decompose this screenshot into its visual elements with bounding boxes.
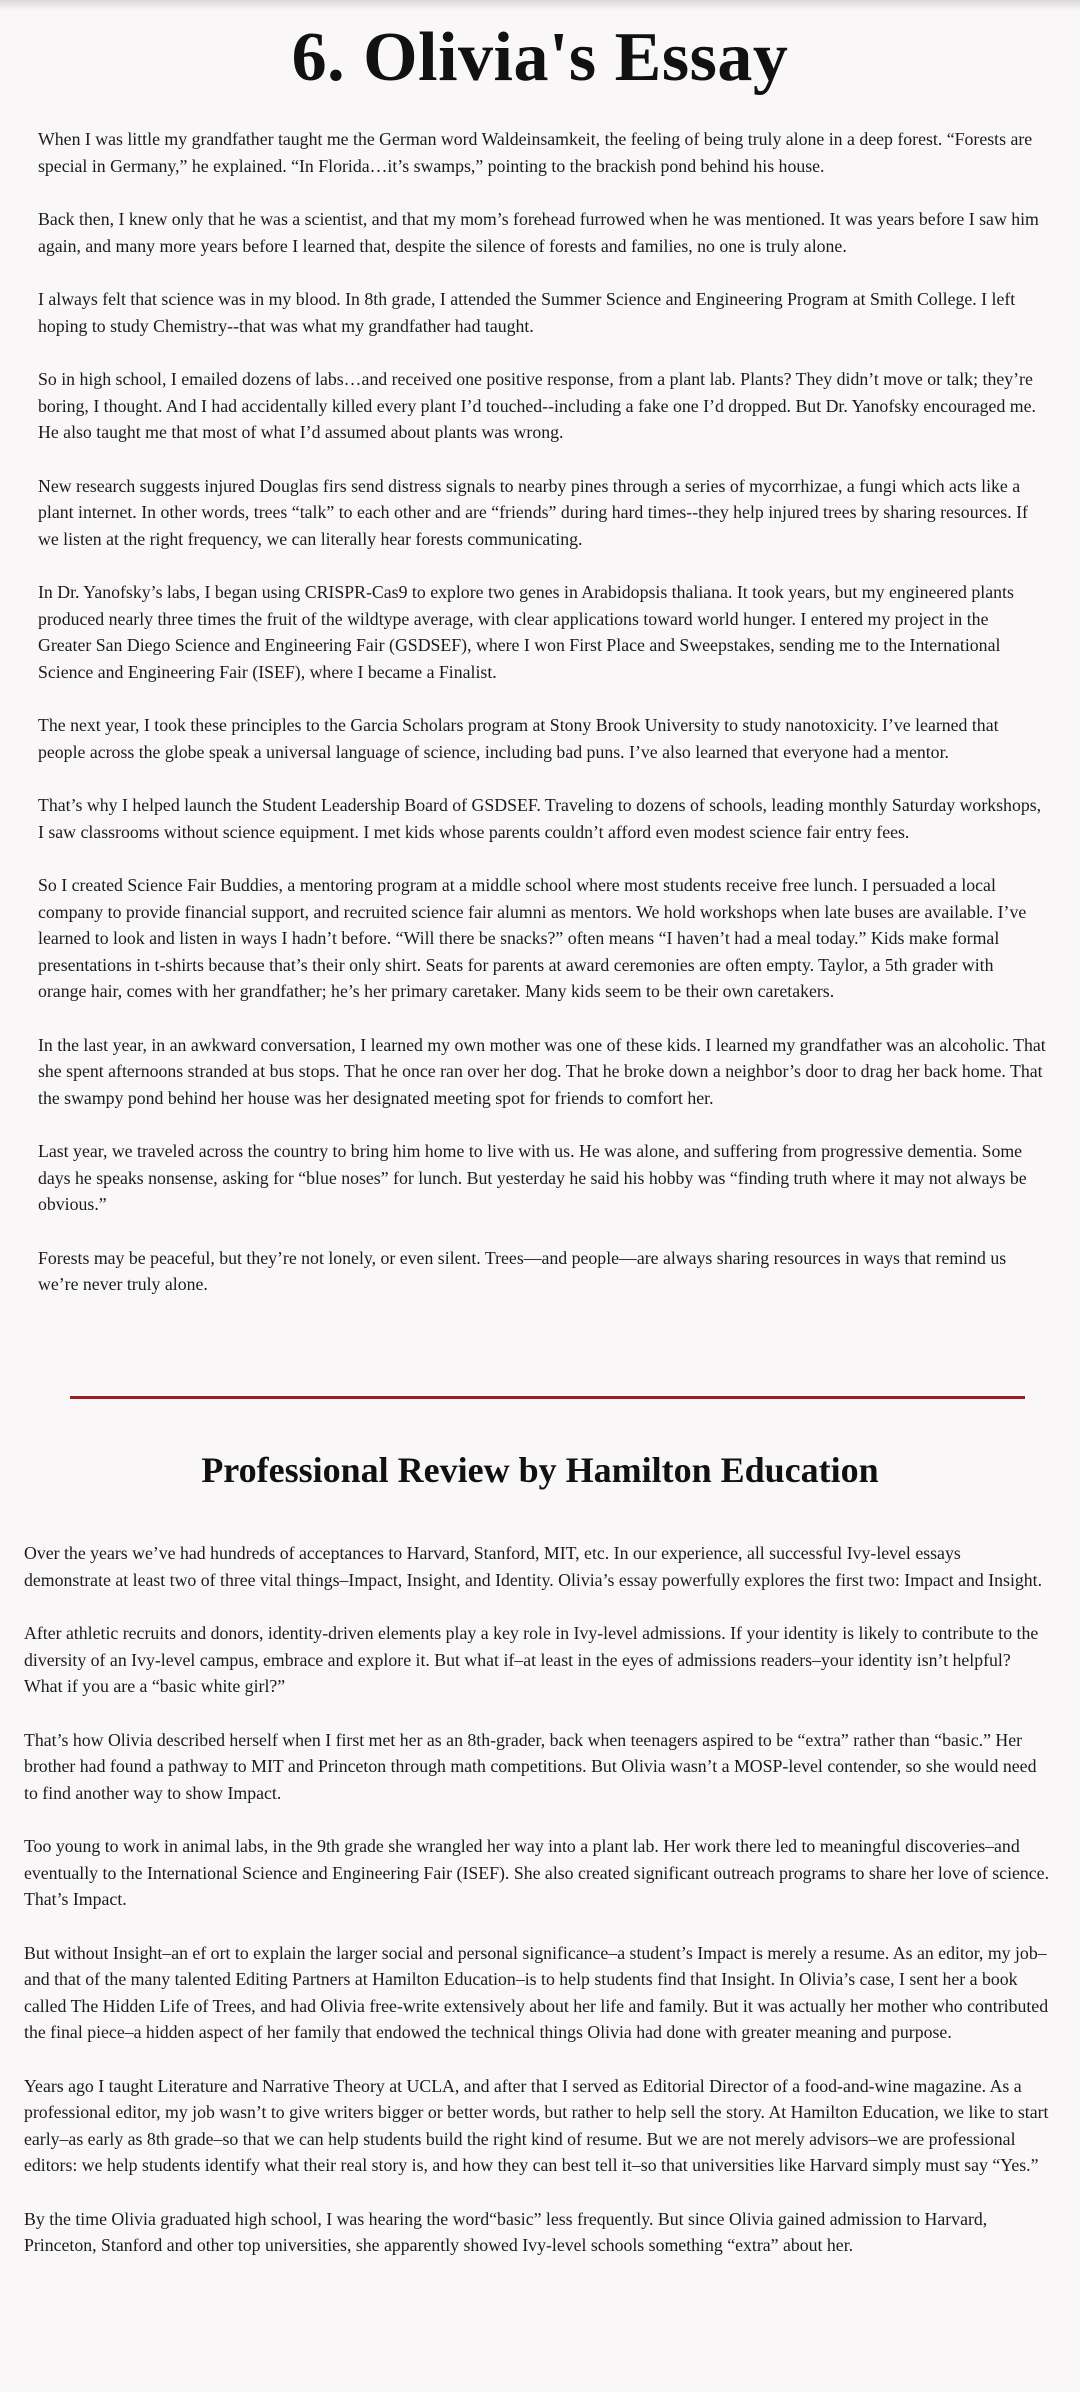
essay-paragraph: So in high school, I emailed dozens of labs…and received one positive response, from a plant lab. Plants? They didn’t move or talk; they’re boring, I thought. And I had accidentally killed every plant I’d touched--including a fake one I’d dropped. But Dr. Yanofsky encouraged me. He also taught me that most of what I’d assumed about plants was wrong. <box>38 369 1036 442</box>
essay-paragraph: In Dr. Yanofsky’s labs, I began using CRISPR-Cas9 to explore two genes in Arabidopsis thaliana. It took years, but my engineered plants produced nearly three times the fruit of the wildtype average, with clear applications toward world hunger. I entered my project in the Greater San Diego Science and Engineering Fair (GSDSEF), where I won First Place and Sweepstakes, sending me to the International Science and Engineering Fair (ISEF), where I became a Finalist. <box>38 582 1014 682</box>
review-paragraph: Too young to work in animal labs, in the 9th grade she wrangled her way into a plant lab. Her work there led to meaningful discoveries–and eventually to the International Science and Engineering Fair (ISEF). She also created significant outreach programs to share her love of science. That’s Impact. <box>24 1836 1050 1909</box>
essay-paragraph: Forests may be peaceful, but they’re not lonely, or even silent. Trees—and people—are always sharing resources in ways that remind us we’re never truly alone. <box>38 1247 1007 1294</box>
essay-body <box>38 126 1046 1325</box>
review-body <box>24 1540 1052 2286</box>
essay-paragraph: The next year, I took these principles to the Garcia Scholars program at Stony Brook University to study nanotoxicity. I’ve learned that people across the globe speak a universal language of science, including bad puns. I’ve also learned that everyone had a mentor. <box>38 715 999 762</box>
review-paragraph: After athletic recruits and donors, identity-driven elements play a key role in Ivy-level admissions. If your identity is likely to contribute to the diversity of an Ivy-level campus, embrace and explore it. But what if–at least in the eyes of admissions readers–your identity isn’t helpful? What if you are a “basic white girl?” <box>24 1623 1039 1696</box>
essay-paragraph: I always felt that science was in my blood. In 8th grade, I attended the Summer Science and Engineering Program at Smith College. I left hoping to study Chemistry--that was what my grandfather had taught. <box>38 289 1016 336</box>
top-shadow <box>0 0 1080 10</box>
essay-paragraph: When I was little my grandfather taught me the German word Waldeinsamkeit, the feeling of being truly alone in a deep forest. “Forests are special in Germany,” he explained. “In Florida…it’s swamps,” pointing to the brackish pond behind his house. <box>38 129 1033 176</box>
essay-paragraph: New research suggests injured Douglas firs send distress signals to nearby pines through a series of mycorrhizae, a fungi which acts like a plant internet. In other words, trees “talk” to each other and are “friends” during hard times--they help injured trees by sharing resources. If we listen at the right frequency, we can literally hear forests communicating. <box>38 475 1028 549</box>
essay-title: 6. Olivia's Essay <box>291 19 789 96</box>
review-paragraph: That’s how Olivia described herself when I first met her as an 8th-grader, back when teenagers aspired to be “extra” rather than “basic.” Her brother had found a pathway to MIT and Princeton through math competitions. But Olivia wasn’t a MOSP-level contender, so she would need to find another way to show Impact. <box>24 1729 1037 1803</box>
review-paragraph: Years ago I taught Literature and Narrative Theory at UCLA, and after that I served as Editorial Director of a food-and-wine magazine. As a professional editor, my job wasn’t to give writers bigger or better words, but rather to help sell the story. At Hamilton Education, we like to start early–as early as 8th grade–so that we can help students build the right kind of resume. But we are not merely advisors–we are professional editors: we help students identify what their real story is, and how they can best tell it–so that universities like Harvard simply must say “Yes.” <box>24 2075 1049 2175</box>
review-paragraph: By the time Olivia graduated high school, I was hearing the word“basic” less frequently. But since Olivia gained admission to Harvard, Princeton, Stanford and other top universities, she apparently showed Ivy-level schools something “extra” about her. <box>24 2208 988 2255</box>
essay-paragraph: That’s why I helped launch the Student Leadership Board of GSDSEF. Traveling to dozens of schools, leading monthly Saturday workshops, I saw classrooms without science equipment. I met kids whose parents couldn’t afford even modest science fair entry fees. <box>38 795 1042 842</box>
review-title: Professional Review by Hamilton Education <box>201 1450 879 1490</box>
essay-paragraph: Last year, we traveled across the country to bring him home to live with us. He was alone, and suffering from progressive dementia. Some days he speaks nonsense, asking for “blue noses” for lunch. But yesterday he said his hobby was “finding truth where it may not always be obvious.” <box>38 1141 1027 1214</box>
section-divider <box>70 1396 1025 1399</box>
essay-paragraph: So I created Science Fair Buddies, a mentoring program at a middle school where most students receive free lunch. I persuaded a local company to provide financial support, and recruited science fair alumni as mentors. We hold workshops when late buses are available. I’ve learned to look and listen in ways I hadn’t before. “Will there be snacks?” often means “I haven’t had a meal today.” Kids make formal presentations in t-shirts because that’s their only shirt. Seats for parents at award ceremonies are often empty. Taylor, a 5th grader with orange hair, comes with her grandfather; he’s her primary caretaker. Many kids seem to be their own caretakers. <box>38 875 1027 1001</box>
essay-paragraph: In the last year, in an awkward conversation, I learned my own mother was one of these kids. I learned my grandfather was an alcoholic. That she spent afternoons stranded at bus stops. That he once ran over her dog. That he broke down a neighbor’s door to drag her back home. That the swampy pond behind her house was her designated meeting spot for friends to comfort her. <box>38 1034 1046 1108</box>
review-paragraph: Over the years we’ve had hundreds of acceptances to Harvard, Stanford, MIT, etc. In our experience, all successful Ivy-level essays demonstrate at least two of three vital things–Impact, Insight, and Identity. Olivia’s essay powerfully explores the first two: Impact and Insight. <box>24 1543 1043 1590</box>
essay-paragraph: Back then, I knew only that he was a scientist, and that my mom’s forehead furrowed when he was mentioned. It was years before I saw him again, and many more years before I learned that, despite the silence of forests and families, no one is truly alone. <box>38 209 1039 256</box>
review-paragraph: But without Insight–an ef ort to explain the larger social and personal significance–a student’s Impact is merely a resume. As an editor, my job–and that of the many talented Editing Partners at Hamilton Education–is to help students find that Insight. In Olivia’s case, I sent her a book called The Hidden Life of Trees, and had Olivia free-write extensively about her life and family. But it was actually her mother who contributed the final piece–a hidden aspect of her family that endowed the technical things Olivia had done with greater meaning and purpose. <box>24 1942 1049 2042</box>
